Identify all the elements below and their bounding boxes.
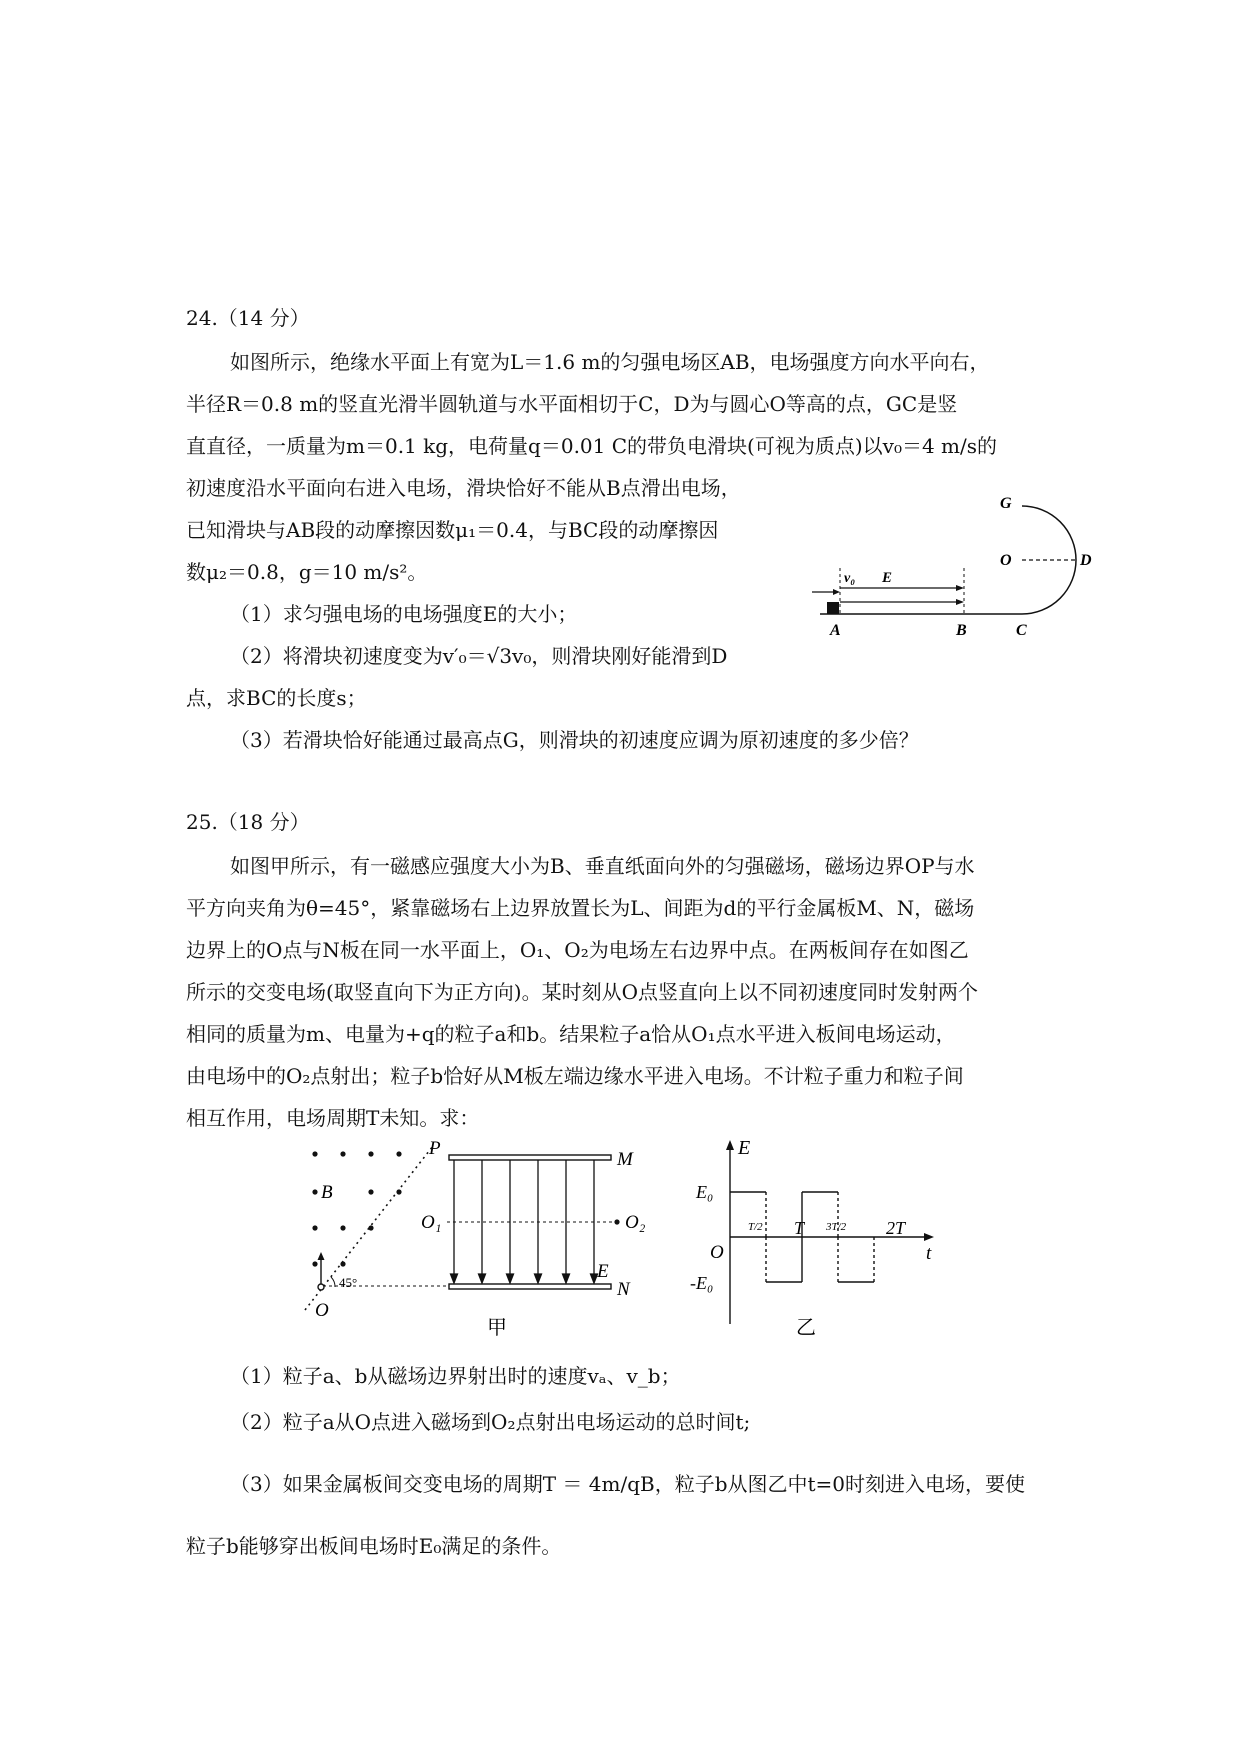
q24-line-2: 半径R＝0.8 m的竖直光滑半圆轨道与水平面相切于C，D为与圆心O等高的点，GC是竖: [186, 392, 958, 416]
q24-line-6: 数μ₂＝0.8，g＝10 m/s²。: [186, 560, 428, 584]
field-arrow-1: [956, 585, 964, 591]
q25-line-4: 所示的交变电场(取竖直向下为正方向)。某时刻从O点竖直向上以不同初速度同时发射两个: [186, 980, 979, 1004]
axis-t-arrow: [924, 1233, 934, 1241]
field-arrow-2: [956, 599, 964, 605]
q25-line-5: 相同的质量为m、电量为+q的粒子a和b。结果粒子a恰从O₁点水平进入板间电场运动，: [186, 1022, 956, 1046]
velocity-arrowhead: [833, 589, 840, 595]
label-m: M: [617, 1149, 633, 1170]
slider-block: [827, 602, 839, 614]
label-b-field: B: [321, 1182, 333, 1203]
q24-line-3: 直直径，一质量为m＝0.1 kg，电荷量q＝0.01 C的带负电滑块(可视为质点)以v₀＝4 m/s的: [186, 434, 998, 458]
q25-line-3: 边界上的O点与N板在同一水平面上，O₁、O₂为电场左右边界中点。在两板间存在如图乙: [186, 938, 969, 962]
label-o: O: [1000, 552, 1012, 569]
q25-line-6: 由电场中的O₂点射出；粒子b恰好从M板左端边缘水平进入电场。不计粒子重力和粒子间: [186, 1064, 964, 1088]
label-e0: E₀: [696, 1182, 714, 1202]
q24-figure: [800, 490, 1120, 650]
label-n: N: [617, 1279, 630, 1300]
plate-m: [449, 1155, 611, 1160]
label-t-axis: t: [926, 1243, 932, 1264]
label-o: O: [315, 1300, 329, 1321]
q24-line-5: 已知滑块与AB段的动摩擦因数μ₁＝0.4，与BC段的动摩擦因: [186, 518, 719, 542]
point-o: [318, 1284, 324, 1290]
q24-header: 24.（14 分）: [186, 306, 310, 330]
q25-header: 25.（18 分）: [186, 810, 310, 834]
q25-line-1: 如图甲所示，有一磁感应强度大小为B、垂直纸面向外的匀强磁场，磁场边界OP与水: [230, 854, 975, 878]
axis-e-arrow: [726, 1140, 734, 1150]
q24-sub2b: 点，求BC的长度s；: [186, 686, 367, 710]
label-angle: 45°: [339, 1275, 358, 1290]
q24-sub2a: （2）将滑块初速度变为v′₀＝√3v₀，则滑块刚好能滑到D: [230, 644, 728, 668]
magnetic-field-dots: [312, 1151, 401, 1266]
label-neg-e0: -E₀: [690, 1273, 714, 1293]
label-t: T: [794, 1218, 805, 1238]
label-o2: O₂: [625, 1212, 646, 1233]
launch-arrowhead: [318, 1252, 325, 1260]
q25-sub2: （2）粒子a从O点进入磁场到O₂点射出电场运动的总时间t;: [230, 1410, 751, 1434]
label-d: D: [1080, 552, 1092, 569]
label-t-half: T/2: [748, 1221, 763, 1233]
q25-sub3b: 粒子b能够穿出板间电场时E₀满足的条件。: [186, 1534, 562, 1558]
caption-yi: 乙: [796, 1317, 816, 1339]
label-o1: O₁: [421, 1212, 442, 1233]
q25-line-7: 相互作用，电场周期T未知。求：: [186, 1106, 480, 1130]
label-e-axis: E: [738, 1137, 751, 1159]
plate-n: [449, 1284, 611, 1289]
label-p: P: [429, 1140, 441, 1159]
q25-figure-yi: [690, 1134, 950, 1340]
q24-sub3: （3）若滑块恰好能通过最高点G，则滑块的初速度应调为原初速度的多少倍？: [230, 728, 919, 752]
q25-sub3a: （3）如果金属板间交变电场的周期T ＝ 4m/qB，粒子b从图乙中t=0时刻进入电场，要使: [230, 1472, 1026, 1496]
q25-sub1: （1）粒子a、b从磁场边界射出时的速度vₐ、v_b；: [230, 1364, 681, 1388]
label-e-field: E: [597, 1261, 609, 1282]
q25-line-2: 平方向夹角为θ=45°，紧靠磁场右上边界放置长为L、间距为d的平行金属板M、N，磁场: [186, 896, 975, 920]
label-b: B: [956, 622, 967, 639]
label-a: A: [830, 622, 841, 639]
label-c: C: [1016, 622, 1027, 639]
q25-figure-jia: [295, 1140, 655, 1340]
caption-jia: 甲: [487, 1317, 507, 1339]
label-g: G: [1000, 495, 1012, 512]
label-e: E: [882, 570, 893, 586]
q24-sub1: （1）求匀强电场的电场强度E的大小；: [230, 602, 578, 626]
point-o2: [614, 1219, 619, 1224]
label-origin: O: [710, 1242, 724, 1263]
q24-line-1: 如图所示，绝缘水平面上有宽为L＝1.6 m的匀强电场区AB，电场强度方向水平向右，: [230, 350, 990, 374]
label-v0: v₀: [844, 571, 856, 586]
label-2t: 2T: [886, 1218, 906, 1238]
label-t-3half: 3T/2: [826, 1221, 847, 1233]
q24-line-4: 初速度沿水平面向右进入电场，滑块恰好不能从B点滑出电场，: [186, 476, 741, 500]
